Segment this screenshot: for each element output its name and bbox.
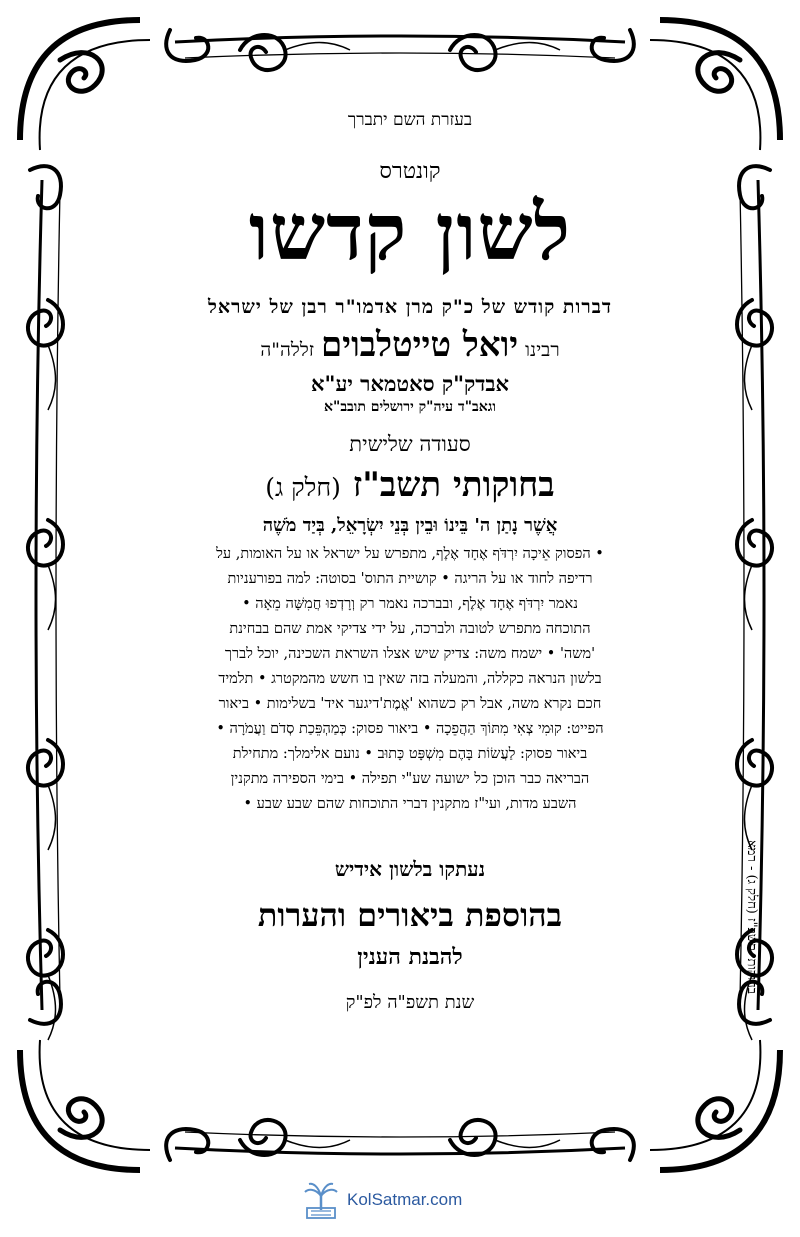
author-name: יואל טייטלבוים [320, 325, 519, 365]
title-av-beis-din: אבדק"ק סאטמאר יע"א [311, 371, 509, 396]
summary-paragraph [150, 542, 670, 817]
summary-line: ביאור פסוק: לַעֲשׂוֹת בָּהֶם מִשְׁפָּט כָּתוּב • נועם אלימלך: מתחילת [232, 746, 588, 762]
top-blessing: בעזרת השם יתברך [347, 110, 473, 130]
summary-line: חכם נקרא משה, אבל רק כשהוא 'אֱמֶת'דיגער איד' בשלימות • ביאור [218, 696, 602, 712]
title-page [150, 110, 670, 1013]
summary-line: 'משה' • ישמח משה: צדיק שיש אצלו השראת השכינה, יוכל לברך [224, 646, 596, 662]
title-gav-beis-din: וגאב"ד עיה"ק ירושלים תובב"א [324, 399, 496, 415]
cheilek-label: (חלק ג) [265, 473, 341, 502]
logo-text[interactable]: KolSatmar.com [347, 1190, 463, 1209]
summary-line: • הפסוק אֵיכָה יִרְדֹּף אֶחָד אֶלֶף, מתפרש על ישראל או על האומות, על [216, 546, 604, 562]
kuntres-label: קונטרס [379, 159, 441, 184]
parsha-line [150, 465, 670, 505]
kolsatmar-logo[interactable] [303, 1180, 462, 1220]
author-line [150, 325, 670, 365]
summary-line: נאמר יִרְדֹּף אֶחָד אֶלֶף, ובברכה נאמר רק וְרָדְפוּ חֲמִשָּׁה מֵאָה • [242, 596, 578, 612]
seuda-label: סעודה שלישית [349, 432, 471, 456]
author-suffix: זללה"ה [260, 339, 314, 361]
summary-line: הפייט: קוּמִי צְאִי מִתּוֹךְ הַהֲפֵכָה • ביאור פסוק: כְּמַהְפֵּכַת סְדֹם וַעֲמֹרָה • [216, 721, 604, 737]
summary-line: רדיפה לחוד או על הריגה • קושיית התוס' בסוטה: למה בפורעניות [227, 571, 593, 587]
side-page-label: בחוקותי תשב"ז (חלק ג) - רמא [744, 840, 759, 995]
palm-tree-building-icon [303, 1180, 339, 1220]
summary-line: התוכחה מתפרש לטובה ולברכה, על ידי צדיקי אמת שהם בבחינת [229, 621, 591, 637]
summary-line: בלשון הנראה כקללה, והמעלה בזה שאין בו חשש מהמקטרג • תלמיד [218, 671, 602, 687]
author-prefix: רבינו [525, 339, 560, 361]
additions-title: בהוספת ביאורים והערות [257, 896, 563, 934]
words-of-holiness: דברות קודש של כ"ק מרן אדמו"ר רבן של ישראל [208, 296, 612, 318]
understanding-subtitle: להבנת הענין [357, 944, 463, 970]
main-title: לשון קדשו [248, 187, 572, 278]
summary-line: השבע מדות, ועי"ז מתקנין דברי התוכחות שהם שבע שבע • [243, 796, 577, 812]
verse-line: אֲשֶׁר נָתַן ה' בֵּינוֹ וּבֵין בְּנֵי יִשְׂרָאֵל, בְּיַד מֹשֶׁה [262, 515, 558, 536]
publication-year: שנת תשפ"ה לפ"ק [345, 992, 475, 1013]
parsha-name: בחוקותי תשב"ז [352, 465, 555, 505]
summary-line: הבריאה כבר הוכן כל ישועה שע"י תפילה • בימי הספירה מתקנין [230, 771, 590, 787]
translated-note: נעתקו בלשון אידיש [334, 857, 486, 881]
